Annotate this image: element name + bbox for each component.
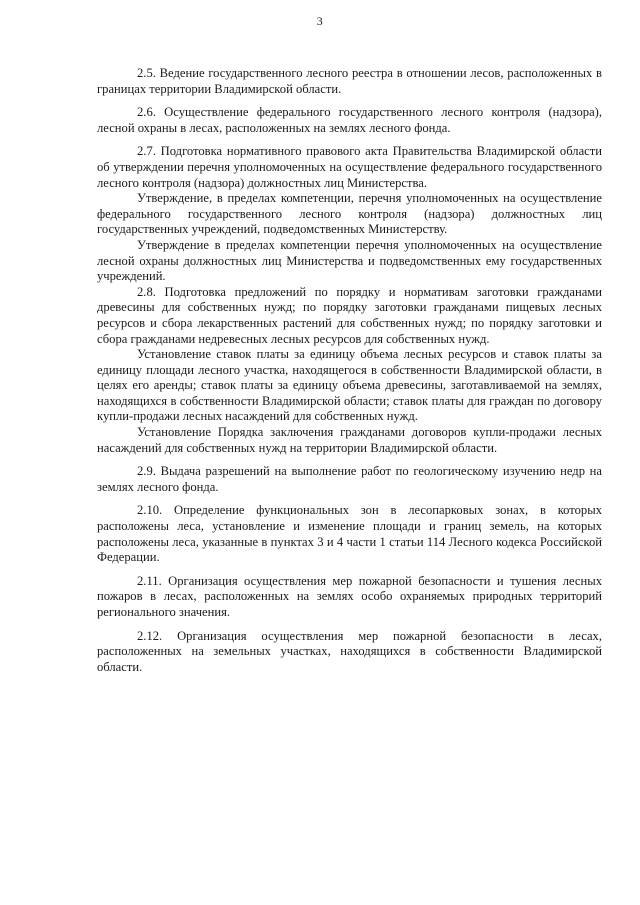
paragraph-2-10: 2.10. Определение функциональных зон в лесопарковых зонах, в которых расположены леса, установление и изменение площади и границ земель, на которых расположены леса, указанные в пунктах 3 и 4 части 1 статьи 114 Лесного кодекса Российской Федерации.: [97, 503, 602, 565]
paragraph-2-6: 2.6. Осуществление федерального государственного лесного контроля (надзора), лесной охраны в лесах, расположенных на землях лесного фонда.: [97, 105, 602, 135]
paragraph-2-7-approval-protection: Утверждение в пределах компетенции перечня уполномоченных на осуществление лесной охраны должностных лиц Министерства и подведомственных ему государственных учреждений.: [97, 237, 602, 284]
paragraph-2-7: 2.7. Подготовка нормативного правового акта Правительства Владимирской области об утверждении перечня уполномоченных на осуществление федерального государственного лесного контроля (надзора) должностных лиц Министерства.: [97, 144, 602, 190]
paragraph-2-8: 2.8. Подготовка предложений по порядку и нормативам заготовки гражданами древесины для собственных нужд; по порядку заготовки гражданами пищевых лесных ресурсов и сбора лекарственных растений для собственных нужд; по порядку заготовки и сбора гражданами недревесных лесных ресурсов для собственных нужд.: [97, 284, 602, 346]
paragraph-2-8-procedure: Установление Порядка заключения гражданами договоров купли-продажи лесных насаждений для собственных нужд на территории Владимирской области.: [97, 425, 602, 455]
document-body: [97, 66, 602, 675]
paragraph-2-9: 2.9. Выдача разрешений на выполнение работ по геологическому изучению недр на землях лесного фонда.: [97, 464, 602, 494]
page-number: 3: [316, 14, 324, 28]
paragraph-2-11: 2.11. Организация осуществления мер пожарной безопасности и тушения лесных пожаров в лесах, расположенных на землях особо охраняемых природных территорий регионального значения.: [97, 573, 602, 619]
paragraph-2-7-approval-control: Утверждение, в пределах компетенции, перечня уполномоченных на осуществление федерального государственного лесного контроля (надзора) должностных лиц государственных учреждений, подведомственных Министерству.: [97, 191, 602, 237]
paragraph-2-5: 2.5. Ведение государственного лесного реестра в отношении лесов, расположенных в границах территории Владимирской области.: [97, 66, 602, 96]
paragraph-2-12: 2.12. Организация осуществления мер пожарной безопасности в лесах, расположенных на земельных участках, находящихся в собственности Владимирской области.: [97, 628, 602, 674]
paragraph-2-8-rates: Установление ставок платы за единицу объема лесных ресурсов и ставок платы за единицу площади лесного участка, находящегося в собственности Владимирской области, в целях его аренды; ставок платы за единицу объема древесины, заготавливаемой на землях, находящихся в собственности Владимирской области; ставок платы для граждан по договору купли-продажи лесных насаждений для собственных нужд.: [97, 347, 602, 424]
